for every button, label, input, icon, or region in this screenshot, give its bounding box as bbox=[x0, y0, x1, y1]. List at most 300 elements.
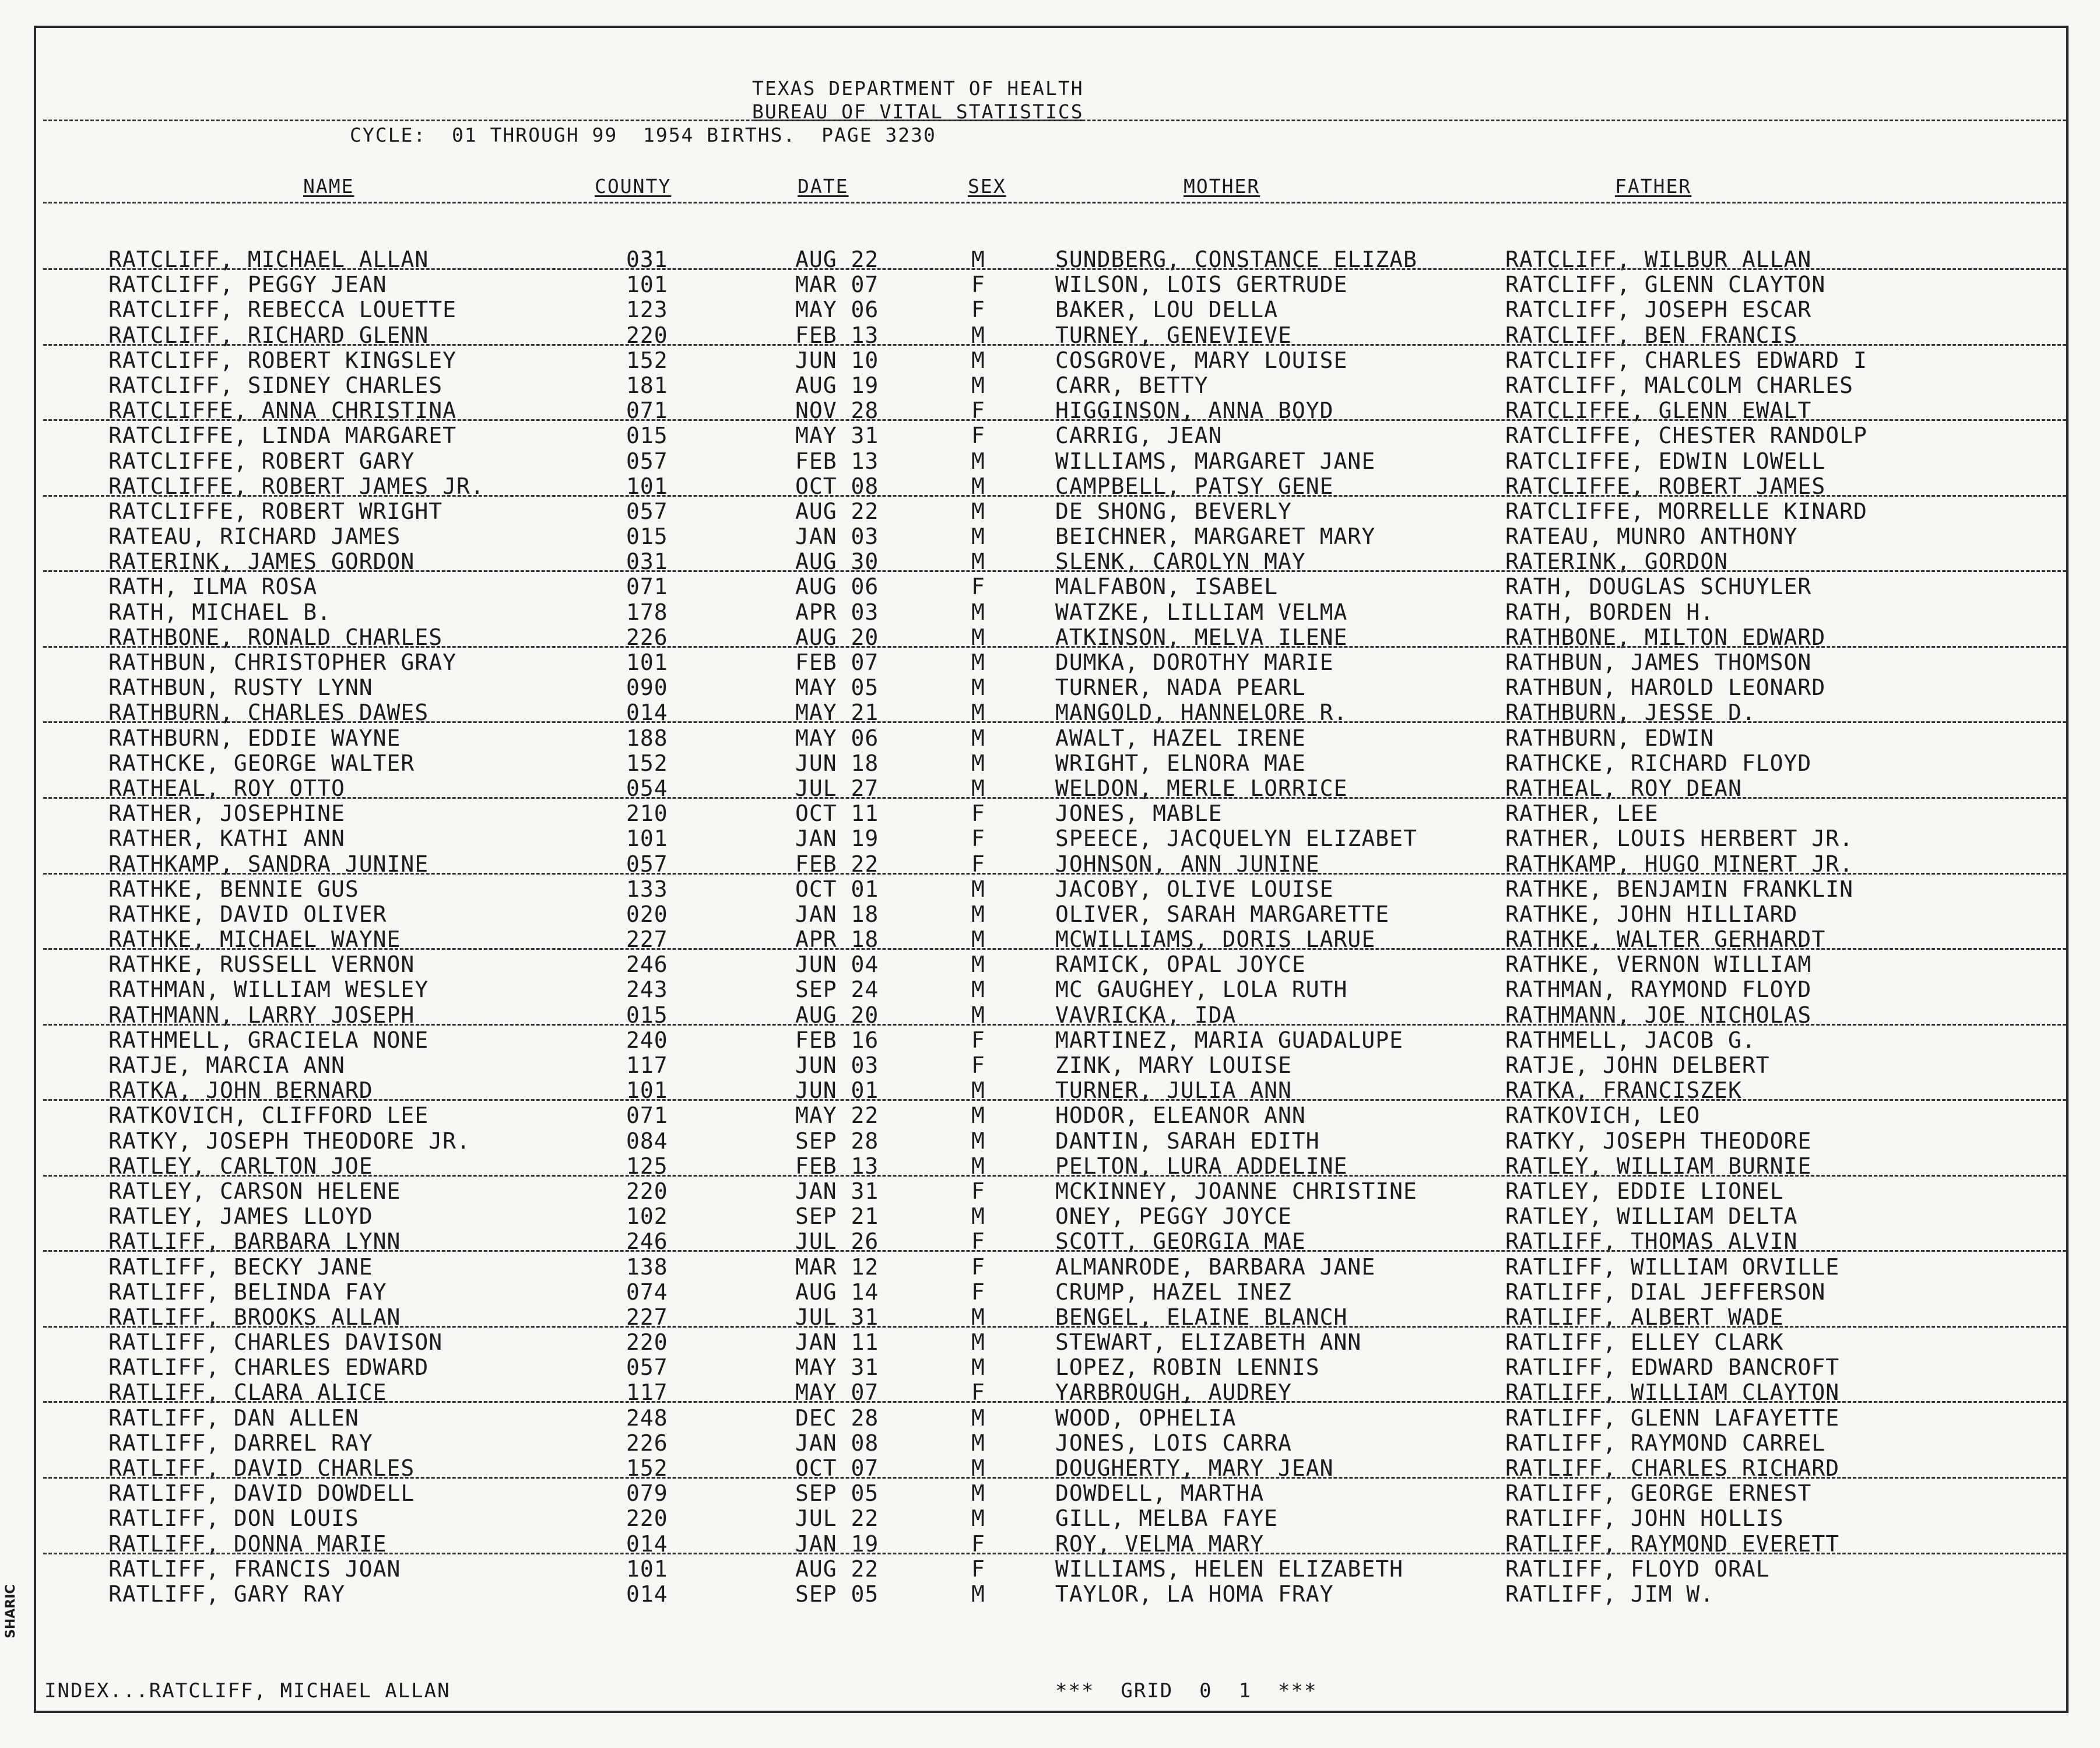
cell-name: RATHBUN, CHRISTOPHER GRAY bbox=[108, 650, 456, 675]
index-footer: INDEX...RATCLIFF, MICHAEL ALLAN bbox=[44, 1679, 451, 1703]
cell-mother: ZINK, MARY LOUISE bbox=[1055, 1052, 1292, 1078]
cell-father: RATLIFF, JOHN HOLLIS bbox=[1505, 1505, 1784, 1532]
cell-name: RATLIFF, CHARLES DAVISON bbox=[108, 1329, 443, 1356]
table-row bbox=[0, 499, 2100, 524]
cell-date: MAY 06 bbox=[795, 297, 879, 323]
table-row bbox=[0, 1103, 2100, 1128]
table-row bbox=[0, 1406, 2100, 1431]
cell-name: RATH, ILMA ROSA bbox=[108, 574, 318, 600]
cell-mother: JACOBY, OLIVE LOUISE bbox=[1055, 876, 1334, 902]
cell-mother: JOHNSON, ANN JUNINE bbox=[1055, 851, 1320, 877]
cell-sex: F bbox=[971, 423, 985, 449]
table-row bbox=[0, 1028, 2100, 1053]
cell-sex: M bbox=[971, 524, 985, 550]
table-row bbox=[0, 650, 2100, 675]
cell-county: 101 bbox=[626, 1556, 668, 1582]
cell-sex: M bbox=[971, 1480, 985, 1507]
cell-mother: STEWART, ELIZABETH ANN bbox=[1055, 1329, 1362, 1356]
cell-county: 220 bbox=[626, 1178, 668, 1204]
cell-county: 071 bbox=[626, 1103, 668, 1129]
cell-mother: HODOR, ELEANOR ANN bbox=[1055, 1103, 1306, 1129]
table-row bbox=[0, 1129, 2100, 1154]
table-row bbox=[0, 877, 2100, 902]
cell-sex: F bbox=[971, 574, 985, 600]
cell-name: RATLEY, JAMES LLOYD bbox=[108, 1203, 373, 1230]
cell-date: SEP 05 bbox=[795, 1480, 879, 1507]
table-row bbox=[0, 902, 2100, 927]
cell-sex: F bbox=[971, 1178, 985, 1204]
cell-father: RATLEY, WILLIAM DELTA bbox=[1505, 1203, 1798, 1230]
cell-name: RATLIFF, DAN ALLEN bbox=[108, 1405, 359, 1431]
cell-mother: RAMICK, OPAL JOYCE bbox=[1055, 952, 1306, 978]
cell-mother: GILL, MELBA FAYE bbox=[1055, 1505, 1279, 1532]
cell-sex: M bbox=[971, 901, 985, 927]
table-row bbox=[0, 1229, 2100, 1254]
cell-name: RATCLIFFE, ANNA CHRISTINA bbox=[108, 398, 456, 424]
cell-date: SEP 28 bbox=[795, 1128, 879, 1154]
cell-father: RATCLIFFE, CHESTER RANDOLP bbox=[1505, 423, 1867, 449]
table-row bbox=[0, 398, 2100, 423]
cell-date: AUG 20 bbox=[795, 624, 879, 650]
cell-mother: MALFABON, ISABEL bbox=[1055, 574, 1279, 600]
cell-mother: TAYLOR, LA HOMA FRAY bbox=[1055, 1581, 1334, 1607]
cell-mother: MC GAUGHEY, LOLA RUTH bbox=[1055, 977, 1348, 1003]
cell-date: OCT 11 bbox=[795, 801, 879, 827]
cell-mother: WOOD, OPHELIA bbox=[1055, 1405, 1237, 1431]
cell-mother: WRIGHT, ELNORA MAE bbox=[1055, 750, 1306, 776]
cell-sex: M bbox=[971, 876, 985, 902]
grid-footer: *** GRID 0 1 *** bbox=[1055, 1679, 1318, 1703]
cell-sex: M bbox=[971, 473, 985, 499]
cell-name: RATHMANN, LARRY JOSEPH bbox=[108, 1002, 415, 1028]
cell-name: RATCLIFFE, ROBERT WRIGHT bbox=[108, 498, 443, 524]
cell-sex: M bbox=[971, 322, 985, 348]
table-row bbox=[0, 373, 2100, 398]
cell-name: RATKY, JOSEPH THEODORE JR. bbox=[108, 1128, 470, 1154]
cell-sex: M bbox=[971, 775, 985, 801]
cell-sex: M bbox=[971, 977, 985, 1003]
cell-name: RATHEAL, ROY OTTO bbox=[108, 775, 345, 801]
cell-father: RATLIFF, GEORGE ERNEST bbox=[1505, 1480, 1812, 1507]
cell-father: RATLIFF, CHARLES RICHARD bbox=[1505, 1455, 1840, 1481]
table-row bbox=[0, 977, 2100, 1002]
cell-date: OCT 08 bbox=[795, 473, 879, 499]
cell-mother: JONES, MABLE bbox=[1055, 801, 1223, 827]
cell-mother: ATKINSON, MELVA ILENE bbox=[1055, 624, 1348, 650]
cell-county: 031 bbox=[626, 247, 668, 272]
column-header-divider bbox=[43, 202, 2066, 203]
cell-father: RATERINK, GORDON bbox=[1505, 549, 1729, 575]
cell-county: 101 bbox=[626, 650, 668, 675]
cell-date: JUL 27 bbox=[795, 775, 879, 801]
cell-county: 014 bbox=[626, 700, 668, 726]
cell-name: RATEAU, RICHARD JAMES bbox=[108, 524, 401, 550]
cell-father: RATHKE, VERNON WILLIAM bbox=[1505, 952, 1812, 978]
cell-name: RATHCKE, GEORGE WALTER bbox=[108, 750, 415, 776]
table-row bbox=[0, 524, 2100, 549]
agency-title: TEXAS DEPARTMENT OF HEALTH bbox=[752, 77, 1084, 100]
cell-county: 101 bbox=[626, 826, 668, 852]
cell-sex: F bbox=[971, 1052, 985, 1078]
cell-mother: PELTON, LURA ADDELINE bbox=[1055, 1153, 1348, 1179]
cell-county: 240 bbox=[626, 1027, 668, 1053]
table-row bbox=[0, 952, 2100, 977]
cell-mother: LOPEZ, ROBIN LENNIS bbox=[1055, 1354, 1320, 1381]
cell-county: 057 bbox=[626, 448, 668, 474]
cell-mother: BENGEL, ELAINE BLANCH bbox=[1055, 1304, 1348, 1330]
cell-father: RATLIFF, ALBERT WADE bbox=[1505, 1304, 1784, 1330]
cell-name: RATLIFF, BROOKS ALLAN bbox=[108, 1304, 401, 1330]
cell-date: APR 03 bbox=[795, 599, 879, 625]
cell-sex: M bbox=[971, 1405, 985, 1431]
cell-name: RATH, MICHAEL B. bbox=[108, 599, 332, 625]
cell-sex: M bbox=[971, 1103, 985, 1129]
cell-date: JAN 19 bbox=[795, 1531, 879, 1557]
cell-name: RATERINK, JAMES GORDON bbox=[108, 549, 415, 575]
cell-mother: ONEY, PEGGY JOYCE bbox=[1055, 1203, 1292, 1230]
cell-sex: M bbox=[971, 247, 985, 272]
cell-county: 057 bbox=[626, 1354, 668, 1381]
cell-sex: F bbox=[971, 1380, 985, 1406]
cell-name: RATKA, JOHN BERNARD bbox=[108, 1077, 373, 1104]
cell-name: RATCLIFFE, ROBERT GARY bbox=[108, 448, 415, 474]
cell-father: RATLIFF, ELLEY CLARK bbox=[1505, 1329, 1784, 1356]
table-row bbox=[0, 1431, 2100, 1456]
cell-county: 015 bbox=[626, 524, 668, 550]
cell-date: JUL 26 bbox=[795, 1228, 879, 1255]
cell-mother: ALMANRODE, BARBARA JANE bbox=[1055, 1254, 1376, 1280]
col-header-county: COUNTY bbox=[595, 175, 672, 198]
cell-father: RATCLIFF, BEN FRANCIS bbox=[1505, 322, 1798, 348]
cell-county: 125 bbox=[626, 1153, 668, 1179]
cell-mother: YARBROUGH, AUDREY bbox=[1055, 1380, 1292, 1406]
cell-father: RATLIFF, JIM W. bbox=[1505, 1581, 1715, 1607]
cell-father: RATLIFF, WILLIAM CLAYTON bbox=[1505, 1380, 1840, 1406]
cell-mother: AWALT, HAZEL IRENE bbox=[1055, 725, 1306, 751]
cell-county: 117 bbox=[626, 1052, 668, 1078]
cell-date: OCT 07 bbox=[795, 1455, 879, 1481]
cell-county: 243 bbox=[626, 977, 668, 1003]
cell-sex: F bbox=[971, 1228, 985, 1255]
cell-mother: WILLIAMS, HELEN ELIZABETH bbox=[1055, 1556, 1403, 1582]
cell-sex: M bbox=[971, 700, 985, 726]
table-row bbox=[0, 927, 2100, 952]
cell-sex: M bbox=[971, 1455, 985, 1481]
cell-mother: COSGROVE, MARY LOUISE bbox=[1055, 347, 1348, 373]
table-row bbox=[0, 776, 2100, 801]
cell-mother: DOUGHERTY, MARY JEAN bbox=[1055, 1455, 1334, 1481]
cell-date: AUG 22 bbox=[795, 498, 879, 524]
records-table bbox=[0, 247, 2100, 1607]
table-row bbox=[0, 1179, 2100, 1204]
table-row bbox=[0, 1532, 2100, 1557]
cell-father: RATHKE, WALTER GERHARDT bbox=[1505, 926, 1826, 953]
cell-father: RATHBUN, HAROLD LEONARD bbox=[1505, 675, 1826, 701]
cell-county: 181 bbox=[626, 372, 668, 398]
table-row bbox=[0, 1280, 2100, 1305]
header-divider bbox=[43, 120, 2066, 121]
col-header-name: NAME bbox=[303, 175, 354, 198]
cell-date: JAN 18 bbox=[795, 901, 879, 927]
cell-date: JAN 19 bbox=[795, 826, 879, 852]
cell-name: RATHKE, DAVID OLIVER bbox=[108, 901, 387, 927]
cell-date: SEP 24 bbox=[795, 977, 879, 1003]
cell-sex: M bbox=[971, 1430, 985, 1456]
cell-name: RATLIFF, CLARA ALICE bbox=[108, 1380, 387, 1406]
cell-name: RATLIFF, DAVID DOWDELL bbox=[108, 1480, 415, 1507]
cell-date: SEP 05 bbox=[795, 1581, 879, 1607]
cell-name: RATLIFF, DON LOUIS bbox=[108, 1505, 359, 1532]
cell-name: RATCLIFF, SIDNEY CHARLES bbox=[108, 372, 443, 398]
cell-date: MAY 07 bbox=[795, 1380, 879, 1406]
cell-name: RATHER, KATHI ANN bbox=[108, 826, 345, 852]
cell-mother: JONES, LOIS CARRA bbox=[1055, 1430, 1292, 1456]
cell-date: JAN 03 bbox=[795, 524, 879, 550]
cell-county: 020 bbox=[626, 901, 668, 927]
table-row bbox=[0, 1003, 2100, 1028]
cell-name: RATLIFF, GARY RAY bbox=[108, 1581, 345, 1607]
cell-mother: MANGOLD, HANNELORE R. bbox=[1055, 700, 1348, 726]
cell-date: MAY 31 bbox=[795, 423, 879, 449]
cell-date: AUG 14 bbox=[795, 1279, 879, 1305]
table-row bbox=[0, 1154, 2100, 1179]
cell-name: RATHBURN, CHARLES DAWES bbox=[108, 700, 429, 726]
cell-name: RATCLIFF, ROBERT KINGSLEY bbox=[108, 347, 456, 373]
cell-father: RATLIFF, THOMAS ALVIN bbox=[1505, 1228, 1798, 1255]
cell-father: RATCLIFF, MALCOLM CHARLES bbox=[1505, 372, 1853, 398]
table-row bbox=[0, 751, 2100, 776]
cell-father: RATHBURN, EDWIN bbox=[1505, 725, 1715, 751]
table-row bbox=[0, 852, 2100, 877]
cell-father: RATHKE, BENJAMIN FRANKLIN bbox=[1505, 876, 1853, 902]
cell-sex: M bbox=[971, 1304, 985, 1330]
cell-sex: M bbox=[971, 725, 985, 751]
cell-county: 152 bbox=[626, 750, 668, 776]
cell-date: AUG 20 bbox=[795, 1002, 879, 1028]
cell-name: RATHBONE, RONALD CHARLES bbox=[108, 624, 443, 650]
cell-name: RATHBUN, RUSTY LYNN bbox=[108, 675, 373, 701]
table-row bbox=[0, 549, 2100, 574]
table-row bbox=[0, 323, 2100, 348]
cell-name: RATHBURN, EDDIE WAYNE bbox=[108, 725, 401, 751]
cell-name: RATLIFF, DAVID CHARLES bbox=[108, 1455, 415, 1481]
cell-sex: M bbox=[971, 1077, 985, 1104]
cell-name: RATHMAN, WILLIAM WESLEY bbox=[108, 977, 429, 1003]
cell-father: RATH, DOUGLAS SCHUYLER bbox=[1505, 574, 1812, 600]
cell-mother: DANTIN, SARAH EDITH bbox=[1055, 1128, 1320, 1154]
cell-county: 071 bbox=[626, 574, 668, 600]
cell-mother: TURNER, NADA PEARL bbox=[1055, 675, 1306, 701]
cell-sex: F bbox=[971, 1531, 985, 1557]
table-row bbox=[0, 1078, 2100, 1103]
cell-mother: MCWILLIAMS, DORIS LARUE bbox=[1055, 926, 1376, 953]
cell-name: RATHER, JOSEPHINE bbox=[108, 801, 345, 827]
cell-sex: F bbox=[971, 1027, 985, 1053]
table-row bbox=[0, 1204, 2100, 1229]
cell-county: 227 bbox=[626, 926, 668, 953]
cell-mother: DOWDELL, MARTHA bbox=[1055, 1480, 1265, 1507]
col-header-father: FATHER bbox=[1615, 175, 1692, 198]
table-row bbox=[0, 1255, 2100, 1280]
cell-father: RATHCKE, RICHARD FLOYD bbox=[1505, 750, 1812, 776]
cell-name: RATCLIFF, RICHARD GLENN bbox=[108, 322, 429, 348]
table-row bbox=[0, 600, 2100, 625]
bureau-title: BUREAU OF VITAL STATISTICS bbox=[752, 100, 1084, 123]
table-row bbox=[0, 700, 2100, 725]
cell-father: RATH, BORDEN H. bbox=[1505, 599, 1715, 625]
cell-sex: F bbox=[971, 851, 985, 877]
cell-mother: HIGGINSON, ANNA BOYD bbox=[1055, 398, 1334, 424]
cell-sex: M bbox=[971, 549, 985, 575]
cell-county: 015 bbox=[626, 423, 668, 449]
table-row bbox=[0, 348, 2100, 373]
table-row bbox=[0, 1380, 2100, 1405]
cell-date: AUG 22 bbox=[795, 247, 879, 272]
cell-father: RATHKE, JOHN HILLIARD bbox=[1505, 901, 1798, 927]
cell-father: RATKY, JOSEPH THEODORE bbox=[1505, 1128, 1812, 1154]
cell-father: RATLIFF, RAYMOND EVERETT bbox=[1505, 1531, 1840, 1557]
cell-county: 220 bbox=[626, 1329, 668, 1356]
cell-date: MAY 22 bbox=[795, 1103, 879, 1129]
cell-county: 220 bbox=[626, 1505, 668, 1532]
table-row bbox=[0, 1557, 2100, 1582]
cell-father: RATHEAL, ROY DEAN bbox=[1505, 775, 1742, 801]
table-row bbox=[0, 474, 2100, 499]
cell-sex: F bbox=[971, 1279, 985, 1305]
cycle-line: CYCLE: 01 THROUGH 99 1954 BIRTHS. PAGE 3230 bbox=[350, 124, 936, 146]
cell-name: RATLIFF, BARBARA LYNN bbox=[108, 1228, 401, 1255]
cell-date: MAY 06 bbox=[795, 725, 879, 751]
cell-father: RATCLIFFE, MORRELLE KINARD bbox=[1505, 498, 1867, 524]
cell-county: 227 bbox=[626, 1304, 668, 1330]
cell-county: 152 bbox=[626, 347, 668, 373]
cell-father: RATEAU, MUNRO ANTHONY bbox=[1505, 524, 1798, 550]
cell-father: RATLEY, WILLIAM BURNIE bbox=[1505, 1153, 1812, 1179]
cell-date: SEP 21 bbox=[795, 1203, 879, 1230]
cell-county: 057 bbox=[626, 851, 668, 877]
cell-sex: M bbox=[971, 650, 985, 675]
cell-mother: WILSON, LOIS GERTRUDE bbox=[1055, 272, 1348, 298]
cell-sex: M bbox=[971, 372, 985, 398]
cell-sex: M bbox=[971, 1203, 985, 1230]
cell-county: 188 bbox=[626, 725, 668, 751]
table-row bbox=[0, 625, 2100, 650]
cell-date: FEB 13 bbox=[795, 448, 879, 474]
cell-date: JUL 31 bbox=[795, 1304, 879, 1330]
table-row bbox=[0, 272, 2100, 297]
cell-date: MAR 07 bbox=[795, 272, 879, 298]
cell-father: RATKA, FRANCISZEK bbox=[1505, 1077, 1742, 1104]
cell-mother: WELDON, MERLE LORRICE bbox=[1055, 775, 1348, 801]
cell-county: 248 bbox=[626, 1405, 668, 1431]
cell-date: JAN 11 bbox=[795, 1329, 879, 1356]
cell-father: RATCLIFF, JOSEPH ESCAR bbox=[1505, 297, 1812, 323]
cell-date: DEC 28 bbox=[795, 1405, 879, 1431]
cell-mother: SUNDBERG, CONSTANCE ELIZAB bbox=[1055, 247, 1417, 272]
table-row bbox=[0, 423, 2100, 448]
cell-sex: F bbox=[971, 1556, 985, 1582]
cell-county: 057 bbox=[626, 498, 668, 524]
cell-mother: TURNER, JULIA ANN bbox=[1055, 1077, 1292, 1104]
cell-county: 117 bbox=[626, 1380, 668, 1406]
cell-name: RATLIFF, DARREL RAY bbox=[108, 1430, 373, 1456]
cell-name: RATCLIFF, MICHAEL ALLAN bbox=[108, 247, 429, 272]
cell-date: JAN 08 bbox=[795, 1430, 879, 1456]
cell-county: 102 bbox=[626, 1203, 668, 1230]
cell-sex: M bbox=[971, 1128, 985, 1154]
cell-father: RATHMANN, JOE NICHOLAS bbox=[1505, 1002, 1812, 1028]
cell-mother: MARTINEZ, MARIA GUADALUPE bbox=[1055, 1027, 1403, 1053]
cell-mother: TURNEY, GENEVIEVE bbox=[1055, 322, 1292, 348]
cell-county: 101 bbox=[626, 1077, 668, 1104]
cell-mother: MCKINNEY, JOANNE CHRISTINE bbox=[1055, 1178, 1417, 1204]
table-row bbox=[0, 726, 2100, 751]
cell-mother: OLIVER, SARAH MARGARETTE bbox=[1055, 901, 1390, 927]
cell-county: 133 bbox=[626, 876, 668, 902]
table-row bbox=[0, 1305, 2100, 1330]
cell-name: RATKOVICH, CLIFFORD LEE bbox=[108, 1103, 429, 1129]
cell-sex: M bbox=[971, 448, 985, 474]
cell-mother: WATZKE, LILLIAM VELMA bbox=[1055, 599, 1348, 625]
cell-name: RATJE, MARCIA ANN bbox=[108, 1052, 345, 1078]
cell-name: RATLIFF, DONNA MARIE bbox=[108, 1531, 387, 1557]
table-row bbox=[0, 801, 2100, 826]
cell-sex: M bbox=[971, 498, 985, 524]
cell-date: JUN 04 bbox=[795, 952, 879, 978]
table-row bbox=[0, 449, 2100, 474]
cell-mother: SCOTT, GEORGIA MAE bbox=[1055, 1228, 1306, 1255]
table-row bbox=[0, 247, 2100, 272]
cell-father: RATCLIFF, WILBUR ALLAN bbox=[1505, 247, 1812, 272]
cell-county: 226 bbox=[626, 624, 668, 650]
cell-father: RATHBONE, MILTON EDWARD bbox=[1505, 624, 1826, 650]
cell-mother: CARRIG, JEAN bbox=[1055, 423, 1223, 449]
cell-sex: F bbox=[971, 272, 985, 298]
cell-name: RATLEY, CARSON HELENE bbox=[108, 1178, 401, 1204]
cell-date: AUG 06 bbox=[795, 574, 879, 600]
cell-father: RATCLIFFE, GLENN EWALT bbox=[1505, 398, 1812, 424]
cell-father: RATHER, LEE bbox=[1505, 801, 1659, 827]
cell-father: RATJE, JOHN DELBERT bbox=[1505, 1052, 1770, 1078]
cell-date: JUL 22 bbox=[795, 1505, 879, 1532]
col-header-date: DATE bbox=[798, 175, 849, 198]
cell-county: 246 bbox=[626, 952, 668, 978]
cell-name: RATHKE, BENNIE GUS bbox=[108, 876, 359, 902]
cell-father: RATLEY, EDDIE LIONEL bbox=[1505, 1178, 1784, 1204]
table-row bbox=[0, 1330, 2100, 1355]
cell-father: RATLIFF, RAYMOND CARREL bbox=[1505, 1430, 1826, 1456]
cell-name: RATLEY, CARLTON JOE bbox=[108, 1153, 373, 1179]
cell-county: 071 bbox=[626, 398, 668, 424]
cell-name: RATHMELL, GRACIELA NONE bbox=[108, 1027, 429, 1053]
cell-mother: ROY, VELMA MARY bbox=[1055, 1531, 1265, 1557]
cell-date: JUN 10 bbox=[795, 347, 879, 373]
cell-mother: SLENK, CAROLYN MAY bbox=[1055, 549, 1306, 575]
cell-county: 031 bbox=[626, 549, 668, 575]
cell-date: MAY 31 bbox=[795, 1354, 879, 1381]
cell-mother: SPEECE, JACQUELYN ELIZABET bbox=[1055, 826, 1417, 852]
cell-mother: DE SHONG, BEVERLY bbox=[1055, 498, 1292, 524]
cell-county: 015 bbox=[626, 1002, 668, 1028]
cell-date: FEB 07 bbox=[795, 650, 879, 675]
cell-date: MAY 21 bbox=[795, 700, 879, 726]
cell-father: RATLIFF, FLOYD ORAL bbox=[1505, 1556, 1770, 1582]
cell-date: AUG 30 bbox=[795, 549, 879, 575]
cell-county: 014 bbox=[626, 1581, 668, 1607]
cell-sex: M bbox=[971, 750, 985, 776]
cell-name: RATLIFF, BELINDA FAY bbox=[108, 1279, 387, 1305]
cell-date: AUG 19 bbox=[795, 372, 879, 398]
